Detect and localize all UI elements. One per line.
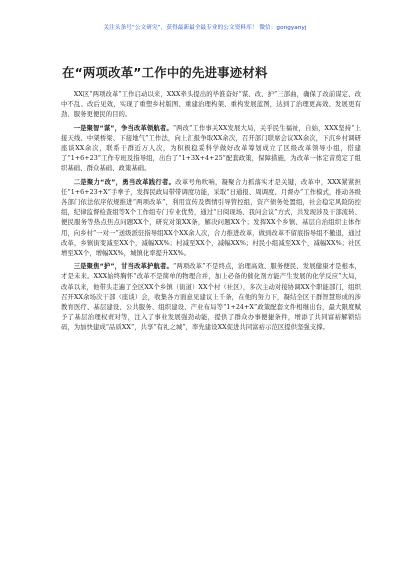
paragraph-intro (61, 90, 361, 121)
paragraph-section-3 (61, 262, 361, 333)
document-title: 在“两项改革”工作中的先进事迹材料 (62, 65, 268, 80)
paragraph-lead: 二是聚力“改”，勇当改革践行者。 (73, 178, 176, 186)
document-body (61, 90, 361, 338)
paragraph-section-2 (61, 178, 361, 260)
paragraph-text: 改革号角吹响，凝聚合力抓落实才是关键，改革中，XXX紧紧担任“1+6+23+X”手拳子，发挥民政局带带调度功能，采取“日通报、周调度、月督办”工作模式，推动各级各部门依法依序依规推进“两项改革”，利用宣传及舆情引导管控组，资产债务处置组，社会稳定风险防控组，纪律监督检查组等X个工作组专门专业优势，通过“日阅现场、我问会议”方式，共发现涉及干部流转、便民服务等热点焦点问题XX个，研究对策XX条，解决问题XX个；发挥XX个乡镇、基层自治组织主体作用，向乡村“一对一”送级派驻指导组XX个XX余人次，合力推进改革，做到改革不留底指导组不撤退，通过改革，乡镇街变减至XX个，减幅XX%；村减至XX个，减幅XX%；村民小组减至XX个，减幅XX%；社区增至XX个，增幅XX%，城镇化率提升XX%。 (61, 178, 361, 258)
paragraph-text: “两改”工作事关XX发展大局，关乎民生福祉，自始，XXX坚持“上接天线、中架桥梁、下接地气”工作法，向上汇报争取XX余次，召开部门联席会议XX余次，下沉乡村调研座谈XX余次，联系干群近万人次，为积极稳妥科学做好改革筹划成立了区级改革领导小组，搭建了“1+6+23”工作专班及指导组，出台了“1+3X+4+25”配套政策，保障措施，为改革一体定音奠定了组织基础、群众基础、政策基础。 (61, 124, 362, 173)
paragraph-text: “两项改革”不是终点，治理高效、服务便民、发展健康才是根本，才是未来。XXX始终胸怀“改革不是简单的物理合并，加上必备的催化剂方能产生发展的化学反应”大局，改革以来，他带头走遍了全区XX个乡镇（街道）XX个村（社区），多次主动对接协调XX个职能部门，组织召开XX余场次干部（座谈）会，收集各方面意见建议上千条，在他的努力下，凝结全区干群智慧形成的涉教育医疗、基层建设、公共服务、组织建设、产业布局等“1+24+X”政策配套文件相继出台，最大限度赋予了基层治理权责对等，注入了事业发展强劲动能，提供了群众办事便捷条件，增添了共同富裕解锁结码，为加快建成“品质XX”，共享“有礼之城”，率先建设XX促进共同富裕示范区提供坚强支撑。 (61, 263, 361, 332)
header-promo-banner: 关注头条号“公文研究”，获得最新最全最专业的公文资料库！ 微信：gongyanyj (103, 25, 307, 31)
paragraph-text: XX区“两项改革”工作启动以来，XXX牵头提出的毕淮奋好“谋、改、护”三部曲，确保了改前谋定、改中不乱、改后见效，实现了重塑乡村版图、重建治理构架、重构发展蓝图，达到了治理更高效、发展更有劲、服务更便民的目的。 (61, 91, 361, 119)
paragraph-lead: 一是聚智“谋”，争当改革领航者。 (73, 124, 173, 132)
paragraph-lead: 三是聚焦“护”，甘当改革护航者。 (73, 263, 173, 271)
paragraph-section-1 (61, 124, 361, 175)
